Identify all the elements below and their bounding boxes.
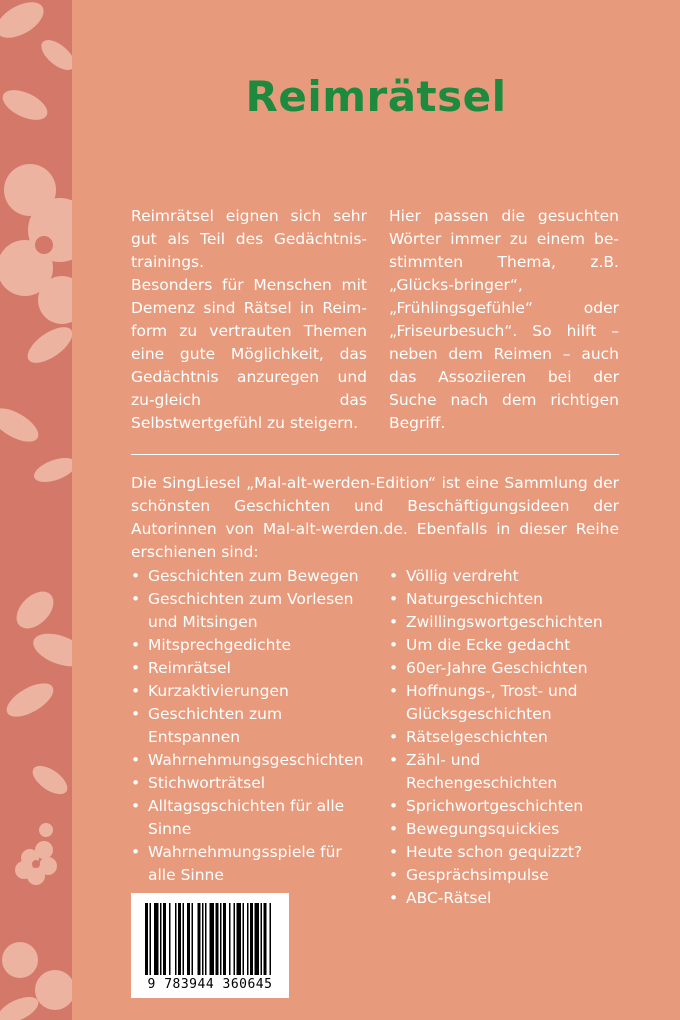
list-item: • Gesprächsimpulse bbox=[389, 864, 629, 887]
series-list-right bbox=[389, 565, 629, 910]
floral-side-strip bbox=[0, 0, 72, 1020]
series-intro: Die SingLiesel „Mal-alt-werden-Edition“ ist eine Sammlung der schönsten Geschichten und Beschäftigungsideen der Autorinnen von Mal-alt-werden.de. Ebenfalls in dieser Reihe erschienen sind: bbox=[131, 474, 619, 561]
list-item: • Rätselgeschichten bbox=[389, 726, 629, 749]
list-item: • Zähl- und Rechengeschichten bbox=[389, 749, 629, 795]
list-item: • Geschichten zum Vorlesen und Mitsingen bbox=[131, 588, 371, 634]
list-item: • Hoffnungs-, Trost- und Glücksgeschichten bbox=[389, 680, 629, 726]
list-item: • Heute schon gequizzt? bbox=[389, 841, 629, 864]
list-item: • Geschichten zum Entspannen bbox=[131, 703, 371, 749]
list-item: • Kurzaktivierungen bbox=[131, 680, 371, 703]
barcode-icon bbox=[131, 893, 289, 977]
list-item: • 60er-Jahre Geschichten bbox=[389, 657, 629, 680]
list-item: • Reimrätsel bbox=[131, 657, 371, 680]
series-list-left bbox=[131, 565, 371, 887]
barcode bbox=[131, 893, 289, 998]
list-item: • Stichworträtsel bbox=[131, 772, 371, 795]
list-item: • Zwillingswortgeschichten bbox=[389, 611, 629, 634]
list-item: • Geschichten zum Bewegen bbox=[131, 565, 371, 588]
list-item: • Alltagsgschichten für alle Sinne bbox=[131, 795, 371, 841]
list-item: • Sprichwortgeschichten bbox=[389, 795, 629, 818]
floral-pattern-icon bbox=[0, 0, 72, 1020]
intro-paragraph-2: Besonders für Menschen mit Demenz sind Rätsel in Reim-form zu vertrauten Themen eine gute Möglichkeit, das Gedächtnis anzuregen und zu-gleich das Selbstwertgefühl zu steigern. bbox=[131, 276, 367, 432]
list-item: • Bewegungsquickies bbox=[389, 818, 629, 841]
list-item: • Mitsprechgedichte bbox=[131, 634, 371, 657]
isbn-number: 9 783944 360645 bbox=[147, 977, 273, 992]
intro-left-column bbox=[131, 205, 367, 435]
list-item: • Völlig verdreht bbox=[389, 565, 629, 588]
intro-paragraph-3: Hier passen die gesuchten Wörter immer zu einem be-stimmten Thema, z.B. „Glücks-bringer“, „Frühlingsgefühle“ oder „Friseurbesuch“. So hilft – neben dem Reimen – auch das Assoziieren bei der Suche nach dem richtigen Begriff. bbox=[389, 207, 619, 432]
list-item: • Wahrnehmungsgeschichten bbox=[131, 749, 371, 772]
page-title: Reimrätsel bbox=[245, 72, 507, 121]
list-item: • ABC-Rätsel bbox=[389, 887, 629, 910]
divider bbox=[131, 454, 619, 455]
list-item: • Wahrnehmungsspiele für alle Sinne bbox=[131, 841, 371, 887]
list-item: • Um die Ecke gedacht bbox=[389, 634, 629, 657]
intro-paragraph-1: Reimrätsel eignen sich sehr gut als Teil des Gedächtnis-trainings. bbox=[131, 207, 367, 271]
list-item: • Naturgeschichten bbox=[389, 588, 629, 611]
intro-right-column bbox=[389, 205, 619, 435]
